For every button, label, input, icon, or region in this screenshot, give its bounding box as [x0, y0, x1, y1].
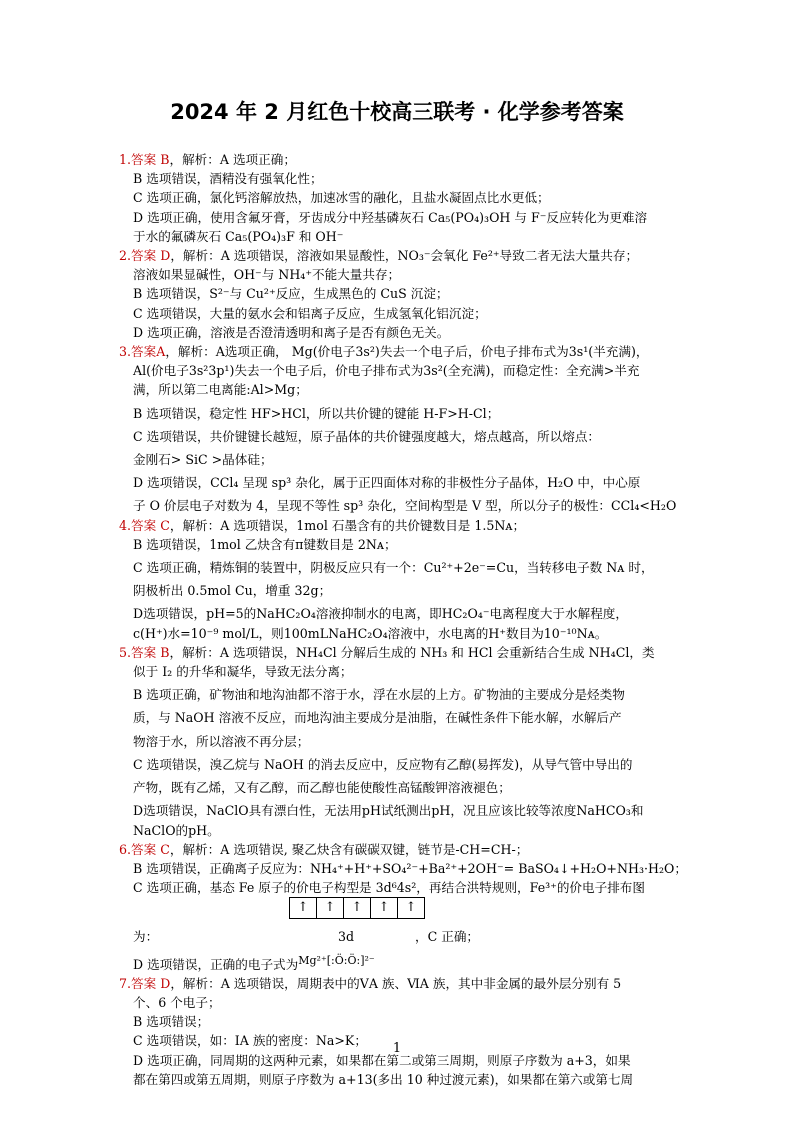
q5-line-7: 产物，既有乙烯，又有乙醇，而乙醇也能使酸性高锰酸钾溶液褪色； — [133, 780, 511, 796]
q2-line-4: C 选项错误，大量的氨水会和铝离子反应，生成氢氧化铝沉淀； — [133, 305, 487, 321]
q6-line-2: B 选项错误，正确离子反应为：NH₄⁺+H⁺+SO₄²⁻+Ba²⁺+2OH⁻= BaSO₄↓+H₂O+NH₃·H₂O； — [133, 860, 687, 876]
q4-line-5: D选项错误，pH=5的NaHC₂O₄溶液抑制水的电离，即HC₂O₄⁻电离程度大于水解程度， — [133, 606, 628, 622]
q2-line-3: B 选项错误，S²⁻与 Cu²⁺反应，生成黑色的 CuS 沉淀； — [133, 286, 449, 302]
q1-line-3: C 选项正确，氯化钙溶解放热，加速冰雪的融化，且盐水凝固点比水更低； — [133, 190, 550, 206]
orbital-label: 3d — [338, 929, 355, 945]
page-title: 2024 年 2 月红色十校高三联考 · 化学参考答案 — [170, 100, 624, 124]
q7-line-6: 都在第四或第五周期，则原子序数为 a+13(多出 10 种过渡元素)，如果都在第六或第七周 — [133, 1071, 634, 1087]
q3-line-6: 金刚石> SiC >晶体硅； — [133, 452, 273, 468]
q3-line-2: Al(价电子3s²3p¹)失去一个电子后，价电子排布式为3s²(全充满)，而稳定性：全充满>半充 — [133, 363, 640, 379]
q3-line-7: D 选项错误，CCl₄ 呈现 sp³ 杂化，属于正四面体对称的非极性分子晶体，H₂O 中，中心原 — [133, 475, 641, 491]
q4-line-6: c(H⁺)水=10⁻⁹ mol/L，则100mLNaHC₂O₄溶液中，水电离的H⁺数目为10⁻¹⁰Nᴀ。 — [133, 625, 608, 641]
q7-line-2: 个、6 个电子； — [133, 994, 221, 1010]
q2-line-5: D 选项正确，溶液是否澄清透明和离子是否有颜色无关。 — [133, 324, 450, 340]
q7-line-1: 7.答案 D，解析：A 选项错误，周期表中的ⅤA 族、ⅥA 族，其中非金属的最外层分别有 5 — [119, 975, 622, 991]
q5-answer: 5.答案 B — [119, 644, 170, 660]
q5-line-4: 质，与 NaOH 溶液不反应，而地沟油主要成分是油脂，在碱性条件下能水解，水解后产 — [133, 710, 622, 726]
q1-line-4: D 选项正确，使用含氟牙膏，牙齿成分中羟基磷灰石 Ca₅(PO₄)₃OH 与 F⁻反应转化为更难溶 — [133, 209, 648, 225]
orbital-box: ↑ — [343, 897, 371, 919]
q5-line-2: 似于 I₂ 的升华和凝华，导致无法分离； — [133, 664, 353, 680]
q6-answer: 6.答案 C — [119, 841, 170, 857]
q5-line-8: D选项错误，NaClO具有漂白性，无法用pH试纸测出pH，况且应该比较等浓度NaHCO₃和 — [133, 803, 644, 819]
q5-line-1: 5.答案 B，解析：A 选项错误，NH₄Cl 分解后生成的 NH₃ 和 HCl 会重新结合生成 NH₄Cl，类 — [119, 644, 655, 660]
q1-line-1: 1.答案 B，解析：A 选项正确； — [119, 152, 296, 167]
q6-line-4: 为： 3d ，C 正确； — [119, 927, 689, 946]
q3-line-5: C 选项错误，共价键键长越短，原子晶体的共价键强度越大，熔点越高，所以熔点： — [133, 428, 601, 444]
orbital-box: ↑ — [397, 897, 425, 919]
orbital-diagram-3d — [289, 897, 425, 919]
q7-line-4: C 选项错误，如：ⅠA 族的密度：Na>K； — [133, 1033, 367, 1049]
q7-answer: 7.答案 D — [119, 975, 171, 991]
q4-answer: 4.答案 C — [119, 517, 170, 533]
q3-line-8: 子 O 价层电子对数为 4，呈现不等性 sp³ 杂化，空间构型是 V 型，所以分子的极性：CCl₄<H₂O — [133, 498, 677, 514]
q7-line-5: D 选项正确，同周期的这两种元素，如果都在第二或第三周期，则原子序数为 a+3，如果 — [133, 1052, 631, 1068]
q4-line-2: B 选项错误，1mol 乙炔含有π键数目是 2Nᴀ； — [133, 536, 397, 552]
q1-line-2: B 选项错误，酒精没有强氧化性； — [133, 171, 323, 187]
q1-answer: 1.答案 B — [119, 152, 170, 167]
q6-line-3: C 选项正确，基态 Fe 原子的价电子构型是 3d⁶4s²，再结合洪特规则，Fe³⁺的价电子排布图 — [133, 880, 645, 896]
orbital-box: ↑ — [316, 897, 344, 919]
q2-line-2: 溶液如果显碱性，OH⁻与 NH₄⁺不能大量共存； — [133, 267, 401, 283]
q5-line-5: 物溶于水，所以溶液不再分层； — [133, 733, 310, 749]
q2-line-1: 2.答案 D，解析：A 选项错误，溶液如果显酸性，NO₃⁻会氧化 Fe²⁺导致二者无法大量共存； — [119, 248, 639, 264]
q4-line-1: 4.答案 C，解析：A 选项错误，1mol 石墨含有的共价键数目是 1.5Nᴀ； — [119, 517, 526, 533]
orbital-diagram-row — [119, 897, 689, 927]
q6-line-5: D 选项错误，正确的电子式为Mg²⁺[:Ö:Ö:]²⁻ — [133, 953, 375, 972]
q6-line-1: 6.答案 C，解析：A 选项错误, 聚乙炔含有碳碳双键，链节是-CH=CH-； — [119, 841, 529, 857]
q4-line-4: 阴极析出 0.5mol Cu，增重 32g； — [133, 583, 332, 599]
q3-line-4: B 选项错误，稳定性 HF>HCl，所以共价键的键能 H-F>H-Cl； — [133, 405, 500, 421]
q5-line-9: NaClO的pH。 — [133, 822, 220, 838]
page-number: 1 — [392, 1041, 402, 1056]
q3-line-3: 满，所以第二电离能:Al>Mg； — [133, 382, 308, 398]
orbital-box: ↑ — [289, 897, 317, 919]
orbital-box: ↑ — [370, 897, 398, 919]
q1-line-5: 于水的氟磷灰石 Ca₅(PO₄)₃F 和 OH⁻ — [133, 228, 344, 244]
q5-line-3: B 选项正确，矿物油和地沟油都不溶于水，浮在水层的上方。矿物油的主要成分是烃类物 — [133, 687, 625, 703]
q5-line-6: C 选项错误，溴乙烷与 NaOH 的消去反应中，反应物有乙醇(易挥发)，从导气管中导出的 — [133, 756, 633, 772]
electron-formula: Mg²⁺[:Ö:Ö:]²⁻ — [298, 953, 375, 967]
q3-line-1: 3.答案A，解析：A选项正确， Mg(价电子3s²)失去一个电子后，价电子排布式为3s¹(半充满)， — [119, 344, 649, 360]
q3-answer: 3.答案A — [119, 344, 166, 360]
q4-line-3: C 选项正确，精炼铜的装置中，阴极反应只有一个：Cu²⁺+2e⁻=Cu，当转移电子数 Nᴀ 时， — [133, 560, 654, 576]
q2-answer: 2.答案 D — [119, 248, 171, 264]
q7-line-3: B 选项错误； — [133, 1014, 210, 1030]
answer-content — [119, 150, 689, 1089]
